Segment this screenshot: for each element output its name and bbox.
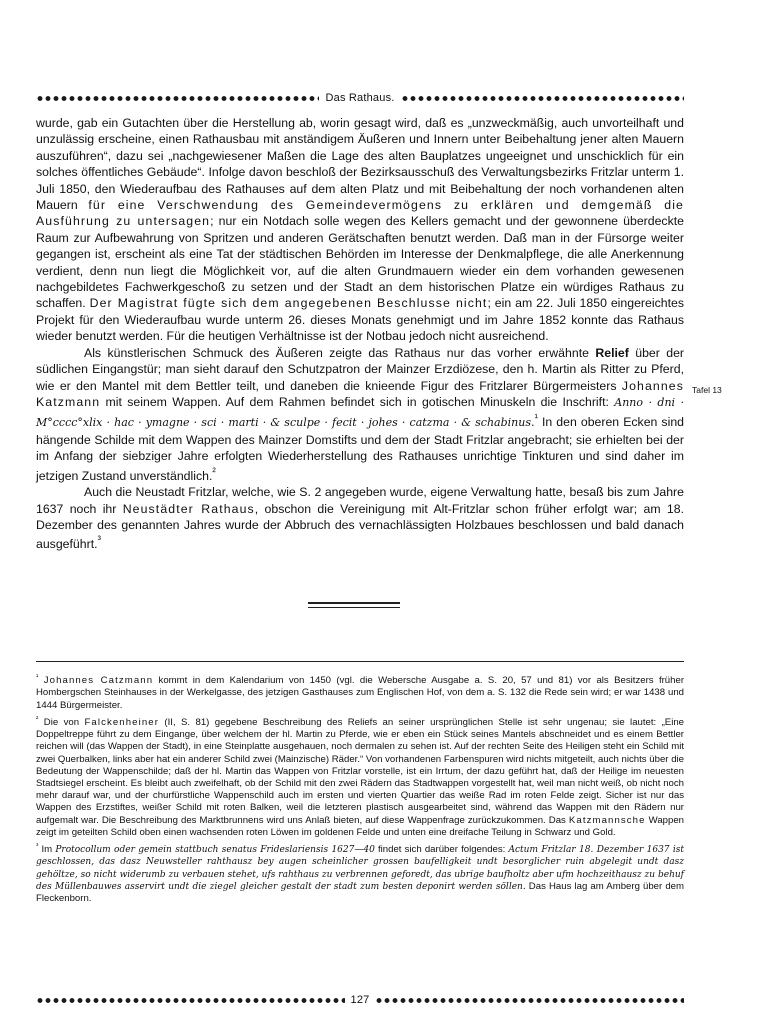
spaced-name: Falckenheiner — [84, 716, 160, 728]
section-end-rule — [308, 602, 400, 611]
paragraph-3 — [36, 484, 684, 553]
ornament-band-right — [375, 996, 684, 1005]
footnote-italic: Actum Fritzlar 18. Dezember 1637 ist geschlossen, das dasz Neuwsteller rahthausz bey augen scheinlicher grossen baufelligkeit undt besorglicher ruin abgelegit undt dasz gehöltze, so nicht widerumb zu verbauen stehet, ufs rahthaus zu verbrennen geforedt, das ubrige baufholtz aber ufm hochzeithausz zu behuf des Müllenbauwes asservirt undt die ziegel gleicher gestalt der stadt zum besten deponirt werden söllen. — [36, 845, 684, 892]
footnote-text: (II, S. 81) gegebene Beschreibung des Reliefs an seiner ursprünglichen Stelle ist sehr ungenau; sie lautet: „Eine Doppeltreppe führt zu dem Eingange, über welchem der hl. Martin zu Pferde, wie er eben ein Stück seines Mantels abschneidet und es einem Bettler reichen will (das Wappen der Stadt), in eine Steinplatte ausgehauen, noch dermalen zu sehen ist. Auf der rechten Seite des Heiligen steht ein Schild mit zwei Querbalken, links aber hat ein anderer Schild zwei (Mainzische) Räder.“ Von vorhandenen Farbenspuren wird nichts mitgeteilt, auch nichts über die Bedeutung der Wappenschilde; daß der hl. Martin das Wappen von Fritzlar vorstelle, ist ein Irrtum, der dazu geführt hat, daß der Heilige im neuesten Stadtsiegel erscheint. Es bleibt auch zweifelhaft, ob der Schild mit den zwei Rädern das Stadtwappen vorgestellt hat, weil man nicht weiß, ob nicht noch mehr darauf war, und der churfürstliche Wappenschild auch im ersten und vierten Quartier das weiße Rad im roten Felde zeigt. Sicher ist nur das Wappen des Erzstiftes, weißer Schild mit roten Balken, weil die letzteren plastisch ausgearbeitet sind, während das Wappen mit den Rädern nur aufgemalt war. Die Beschreibung des Marktbrunnens wird uns Anlaß bieten, auf diese Wappenfrage zurückzukommen. Das — [36, 716, 684, 826]
footnote-text: Wappen zeigt im geteilten Schild oben einen wachsenden roten Löwen im goldenen Felde und unten eine dreifache Teilung in Schwarz und Gold. — [36, 814, 684, 838]
footnote-italic: Protocollum oder gemein stattbuch senatus Frideslariensis 1627—40 — [55, 845, 375, 856]
bold-term-relief: Relief — [595, 345, 629, 360]
footnote-text: findet sich darüber folgendes: — [374, 844, 509, 856]
footnote-ref-1: ¹ — [534, 413, 538, 425]
text-run: , obschon die Vereinigung mit Alt-Fritzlar schon früher erfolgt war; am 18. Dezember des genannten Jahres wurde der Abbruch des vernachlässigten Holzbaues beschlossen und bald danach ausgeführt. — [36, 501, 685, 552]
footnote-text: Das Haus lag am Amberg über dem Fleckenborn. — [36, 880, 684, 905]
text-run: über der südlichen Eingangstür; man sieht darauf den Schutzpatron der Mainzer Erzdiözese, den h. Martin als Ritter zu Pferd, wie er den Mantel mit dem Bettler teilt, und daneben die knieende Figur des Fritzlarer Bürgermeisters — [36, 345, 684, 393]
text-run: wurde, gab ein Gutachten über die Herstellung ab, worin gesagt wird, daß es „unzweckmäßig, auch unvorteilhaft und unzulässig erscheine, einen Rathausbau mit anständigem Äußeren und Innern unter Beibehaltung jener alten Mauern auszuführen“, dazu sei „nachgewiesener Maßen die Lage des alten Bauplatzes ungeeignet und unschicklich für ein solches öffentliches Gebäude“. Infolge davon beschloß der Bezirksausschuß des Verwaltungsbezirks Fritzlar unterm 1. Juli 1850, den Wiederaufbau des Rathauses auf dem alten Platz und mit Beibehaltung der noch vorhandenen alten Mauern — [36, 116, 684, 213]
running-footer — [36, 994, 684, 1006]
footnote-mark: ³ — [36, 843, 39, 851]
footnote-3 — [36, 841, 684, 905]
page-number: 127 — [350, 994, 370, 1006]
text-run: Auch die Neustadt Fritzlar, welche, wie S. 2 angegeben wurde, eigene Verwaltung hatte, besaß bis zum Jahre 1637 noch ihr — [36, 485, 684, 516]
footnote-divider — [36, 661, 684, 662]
spaced-name: Johannes Catzmann — [43, 675, 154, 687]
ornament-band-right — [401, 94, 684, 103]
gothic-inscription: Anno · dni · M°cccc°xlix · hac · ymagne · sci · marti · & sculpe · fecit · johes · catzma · & schabinus. — [36, 395, 684, 430]
footnote-2 — [36, 714, 684, 839]
spaced-name-katzmann: Johannes Katzmann — [36, 378, 684, 409]
ornament-band-left — [36, 94, 319, 103]
footnote-text: kommt in dem Kalendarium von 1450 (vgl. die Webersche Ausgabe a. S. 20, 57 und 81) vor als Besitzers früher Hombergschen Steinhauses in der Werkelgasse, des jetzigen Gasthauses zum Englischen Hof, von dem a. S. 132 die Rede sein wird; er war 1438 und 1444 Bürgermeister. — [36, 675, 685, 711]
spaced-text: für eine Verschwendung des Gemeindevermögens zu erklären und demgemäß die Ausführung zu untersagen — [36, 198, 684, 229]
text-run: ; ein am 22. Juli 1850 eingereichtes Projekt für den Wiederaufbau wurde unterm 26. dieses Monats genehmigt und im Jahre 1852 konnte das Rathaus wieder benutzt werden. Für die heutigen Verhältnisse ist der Notbau jedoch nicht ausreichend. — [36, 296, 684, 344]
text-run: ; nur ein Notdach solle wegen des Kellers gemacht und der gewonnene überdeckte Raum zur Aufbewahrung von Spritzen und anderen Gerätschaften benutzt werden. Daß man in der Fürsorge weiter gegangen ist, erscheint als eine Tat der städtischen Behörden im Interesse der Denkmalpflege, die alle Anerkennung verdient, denn nun liegt die Möglichkeit vor, auf die alten Grundmauern wieder ein dem vorhanden gewesenen nachgebildetes Fachwerkgeschoß zu setzen und der Stadt an dem historischen Platze ein würdiges Rathaus zu schaffen. — [36, 214, 684, 311]
running-header — [36, 92, 684, 104]
margin-note: Tafel 13 — [692, 385, 722, 395]
spaced-term-rathaus: Neustädter Rathaus — [122, 501, 255, 516]
footnote-mark: ² — [36, 715, 39, 723]
footnotes — [36, 672, 684, 905]
paragraph-2 — [36, 345, 684, 484]
footnote-1 — [36, 672, 684, 712]
footnote-text: Die von — [43, 716, 85, 728]
ornament-band-left — [36, 996, 345, 1005]
spaced-name: Katzmannsche — [568, 814, 646, 826]
running-title: Das Rathaus. — [325, 92, 395, 104]
footnote-ref-2: ² — [212, 466, 216, 478]
paragraph-1 — [36, 115, 684, 345]
footnote-ref-3: ³ — [97, 535, 101, 547]
text-run: mit seinem Wappen. Auf dem Rahmen befindet sich in gotischen Minuskeln die Inschrift: — [100, 394, 615, 409]
footnote-text: Im — [41, 844, 56, 856]
text-run: Als künstlerischen Schmuck des Äußeren zeigte das Rathaus nur das vorher erwähnte — [84, 345, 596, 360]
text-run: In den oberen Ecken sind hängende Schilde mit dem Wappen des Mainzer Domstifts und dem der Stadt Fritzlar angebracht; sie erhielten bei der im Anfang der siebziger Jahre erfolgten Wiederherstellung des Rathauses unrichtige Tinkturen und sind daher im jetzigen Zustand unverständlich. — [36, 415, 684, 483]
spaced-text: Der Magistrat fügte sich dem angegebenen Beschlusse nicht — [89, 296, 488, 311]
footnote-mark: ¹ — [36, 674, 39, 681]
body-text — [36, 115, 684, 553]
